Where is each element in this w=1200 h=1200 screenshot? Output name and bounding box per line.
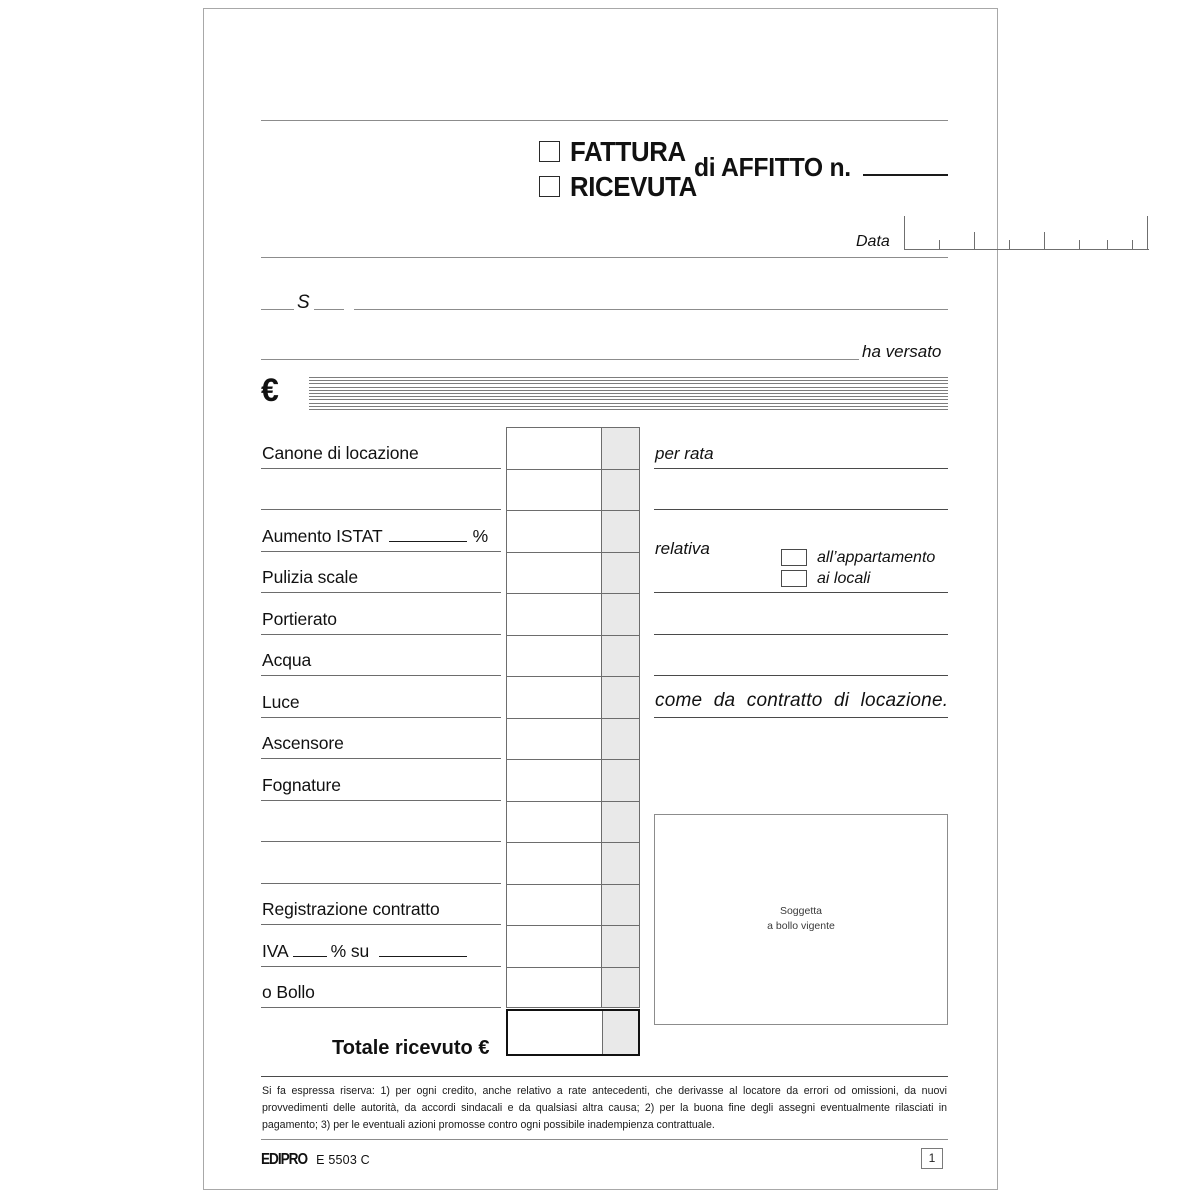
stamp-line-2: a bollo vigente [767,919,835,932]
amount-cents-cell[interactable] [601,802,639,843]
checkbox-appartamento-icon[interactable] [781,549,807,566]
line-item-row [261,635,501,677]
checkbox-ricevuta-icon[interactable] [539,176,560,197]
disclaimer-bottom-divider [261,1139,948,1140]
come-da-underline [654,717,948,718]
payer-prefix: S [297,292,310,313]
amount-cents-cell[interactable] [601,760,639,801]
line-item-row [261,510,501,552]
amount-cell[interactable] [506,552,640,594]
header-top-divider [261,120,948,121]
stamp-line-1: Soggetta [779,904,823,917]
stamp-text [655,904,947,934]
come-da-row [654,676,948,718]
date-tick [1147,216,1148,250]
total-amount-input[interactable] [506,1009,640,1056]
iva-base-input[interactable] [379,943,467,957]
amount-cents-cell[interactable] [601,511,639,552]
amount-cell[interactable] [506,801,640,843]
line-item-label: Fognature [262,774,341,795]
option-locali[interactable] [781,568,949,589]
total-label: Totale ricevuto € [332,1037,490,1059]
line-item-label: Canone di locazione [262,442,419,463]
payer-dash-right [314,309,344,310]
line-item-row [261,469,501,511]
amount-stripe-line [309,403,948,404]
amount-cell[interactable] [506,593,640,635]
iva-percent-input[interactable] [293,943,327,957]
payer-dash-left [261,309,294,310]
line-item-label: Pulizia scale [262,567,358,587]
date-tick [1132,240,1133,250]
amount-cents-cell[interactable] [601,843,639,884]
stamp-box[interactable] [654,814,948,1025]
euro-symbol: € [261,372,279,408]
amount-cents-cell[interactable] [601,636,639,677]
right-blank-row-2 [654,593,948,635]
disclaimer-top-divider [261,1076,948,1077]
document-type-fattura-label: FATTURA [570,135,686,167]
amount-cents-cell[interactable] [601,470,639,511]
amount-stripe-line [309,393,948,394]
relativa-row [654,510,948,593]
line-item-row [261,676,501,718]
amount-cell[interactable] [506,510,640,552]
edipro-logo: EDIPRO [261,1151,308,1168]
amount-cell[interactable] [506,469,640,511]
line-item-row [261,967,501,1009]
line-item-label: Registrazione contratto [262,899,440,919]
amount-cell[interactable] [506,635,640,677]
line-item-label-iva [262,941,467,962]
line-item-label-istat [262,526,488,547]
line-item-row [261,925,501,967]
line-item-labels [261,427,501,1008]
document-type-fattura[interactable] [539,134,699,169]
paid-amount-input[interactable] [261,359,859,360]
page-title: di AFFITTO n. [694,152,851,182]
checkbox-fattura-icon[interactable] [539,141,560,162]
line-item-underline[interactable] [261,1007,501,1008]
amount-stripe-line [309,406,948,407]
disclaimer-text: Si fa espressa riserva: 1) per ogni credito, anche relativo a rate antecedenti, che derivasse al locatore da errori od omissioni, da nuovi provvedimenti delle autorità, da accordi sindacali e da qualsiasi altra causa; 2) per la buona fine degli assegni eventualmente rilasciati in pagamento; 3) per le eventuali azioni promosse contro ogni possibile inadempienza contrattuale. [262,1085,947,1132]
relativa-options [781,547,949,589]
line-item-row [261,884,501,926]
line-item-label: Aumento ISTAT [262,525,383,546]
amount-cell[interactable] [506,676,640,718]
per-rata-label: per rata [655,443,714,463]
line-item-row [261,842,501,884]
document-type-ricevuta[interactable] [539,169,699,204]
product-code: E 5503 C [316,1153,370,1167]
right-blank-row-1 [654,469,948,511]
amount-cents-cell[interactable] [601,926,639,967]
brand-footer [261,1151,370,1169]
line-item-label: Acqua [262,650,312,670]
amount-cell[interactable] [506,884,640,926]
document-type-ricevuta-label: RICEVUTA [570,170,697,202]
date-tick [939,240,940,250]
amount-cents-cell[interactable] [601,968,639,1008]
line-item-label: Portierato [262,608,337,629]
amount-stripe-line [309,390,948,391]
total-cents-cell[interactable] [602,1011,638,1054]
receipt-page [203,8,998,1190]
line-item-row [261,759,501,801]
date-tick [1044,232,1045,250]
amount-stripe-line [309,383,948,384]
option-appartamento-label: all’appartamento [817,548,936,566]
amount-stripe-line [309,396,948,397]
line-item-mid: % su [330,940,370,961]
amount-cell[interactable] [506,925,640,967]
line-item-row [261,427,501,469]
amount-cents-cell[interactable] [601,594,639,635]
istat-percent-input[interactable] [389,528,467,542]
date-label: Data [856,233,890,250]
payer-name-input[interactable] [354,309,948,310]
amount-cents-cell[interactable] [601,428,639,469]
date-tick [1079,240,1080,250]
amount-stripe-line [309,399,948,400]
date-tick [974,232,975,250]
amount-cell[interactable] [506,427,640,469]
amount-cell[interactable] [506,759,640,801]
option-appartamento[interactable] [781,547,949,568]
amount-cell[interactable] [506,842,640,884]
affitto-number-input[interactable] [863,174,948,176]
document-type-group [539,134,699,204]
relativa-label: relativa [655,539,710,558]
page-number-badge: 1 [921,1148,943,1169]
per-rata-row [654,427,948,469]
amount-cell[interactable] [506,718,640,760]
amount-in-words-input[interactable] [309,377,948,409]
come-da-contratto-text: come da contratto di locazione. [655,689,949,711]
amount-stripe-line [309,380,948,381]
line-item-label: o Bollo [262,982,315,1002]
line-item-row [261,593,501,635]
date-tick [904,216,905,250]
right-notes-column [654,427,948,718]
amount-cents-cell[interactable] [601,719,639,760]
right-blank-row-3 [654,635,948,677]
line-item-label: Luce [262,691,300,712]
amount-cell[interactable] [506,967,640,1009]
date-input[interactable] [904,216,1149,250]
line-item-suffix: % [472,525,489,546]
option-locali-label: ai locali [817,569,871,587]
amount-grid [506,427,640,1008]
paid-label: ha versato [862,342,942,361]
date-tick [1107,240,1108,250]
amount-cents-cell[interactable] [601,677,639,718]
header-bottom-divider [261,257,948,258]
date-tick [1009,240,1010,250]
amount-cents-cell[interactable] [601,885,639,926]
line-item-row [261,718,501,760]
date-baseline [904,249,1149,250]
line-item-row [261,801,501,843]
amount-stripe-line [309,377,948,378]
line-item-label: IVA [262,940,289,961]
checkbox-locali-icon[interactable] [781,570,807,587]
amount-cents-cell[interactable] [601,553,639,594]
line-item-label: Ascensore [262,733,344,753]
line-item-row [261,552,501,594]
amount-stripe-line [309,409,948,410]
amount-stripe-line [309,387,948,388]
